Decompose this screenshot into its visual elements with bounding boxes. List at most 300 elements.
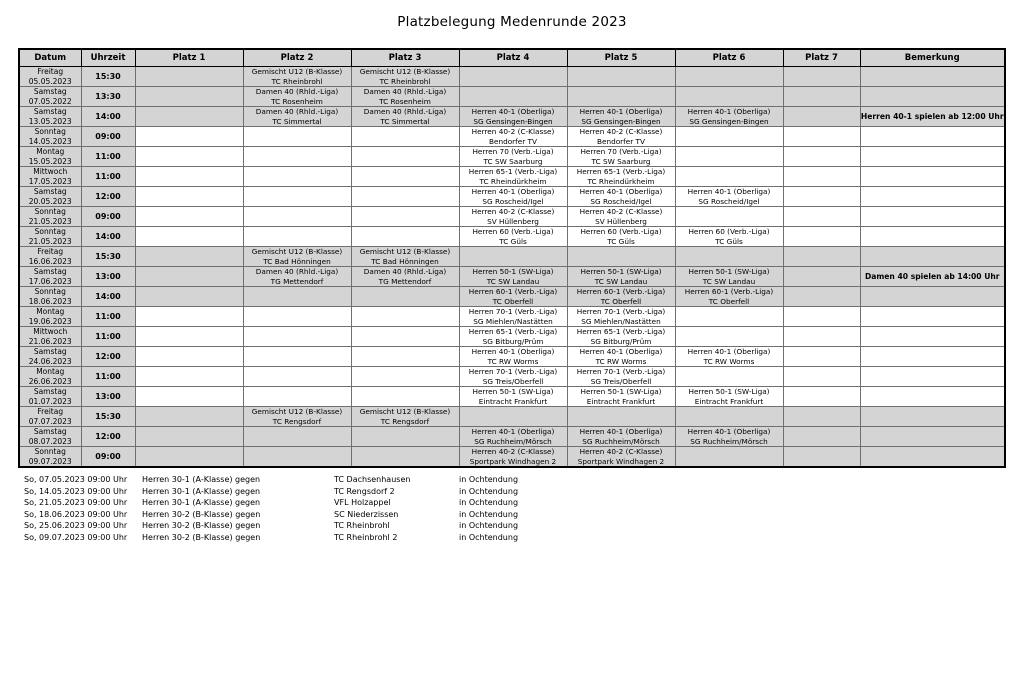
match-league: Herren 40-1 (Oberliga) — [687, 187, 771, 197]
match-opponent: SG Miehlen/Nastätten — [473, 316, 553, 326]
cell-platz-3 — [351, 267, 459, 287]
cell-platz-7 — [783, 207, 860, 227]
column-header-uhrzeit: Uhrzeit — [81, 49, 135, 67]
cell-platz-3 — [351, 327, 459, 347]
footnote-row — [24, 486, 1006, 498]
cell-platz-4 — [459, 347, 567, 367]
cell-platz-5 — [567, 67, 675, 87]
datum-weekday: Samstag — [33, 387, 67, 396]
match-league: Herren 50-1 (SW-Liga) — [688, 267, 770, 277]
cell-platz-1 — [135, 287, 243, 307]
cell-platz-5 — [567, 87, 675, 107]
match-league: Gemischt U12 (B-Klasse) — [359, 407, 451, 417]
column-header-platz-4: Platz 4 — [459, 49, 567, 67]
cell-uhrzeit: 12:00 — [81, 187, 135, 207]
cell-platz-5 — [567, 227, 675, 247]
datum-date: 17.05.2023 — [28, 176, 72, 186]
match-league: Herren 40-2 (C-Klasse) — [579, 127, 663, 137]
match-opponent: Bendorfer TV — [488, 136, 538, 146]
cell-datum — [19, 107, 81, 127]
match-opponent: TC RW Worms — [487, 356, 539, 366]
table-row — [19, 107, 1005, 127]
cell-platz-1 — [135, 247, 243, 267]
cell-platz-3 — [351, 367, 459, 387]
footnote-datetime: So, 21.05.2023 09:00 Uhr — [24, 498, 128, 507]
match-opponent: TC Rheindürkheim — [587, 176, 655, 186]
schedule-table-container — [18, 48, 1006, 468]
cell-platz-6 — [675, 407, 783, 427]
match-opponent: TC SW Landau — [594, 276, 648, 286]
cell-platz-3 — [351, 187, 459, 207]
match-opponent: TC RW Worms — [703, 356, 755, 366]
match-opponent: TC Oberfell — [600, 296, 642, 306]
cell-datum — [19, 147, 81, 167]
match-opponent: SG Gensingen-Bingen — [689, 116, 769, 126]
cell-platz-3 — [351, 387, 459, 407]
cell-platz-1 — [135, 107, 243, 127]
datum-date: 05.05.2023 — [28, 76, 72, 86]
cell-platz-5 — [567, 447, 675, 468]
cell-platz-1 — [135, 347, 243, 367]
cell-platz-1 — [135, 87, 243, 107]
datum-date: 01.07.2023 — [28, 396, 72, 406]
table-row — [19, 447, 1005, 468]
cell-uhrzeit: 15:30 — [81, 67, 135, 87]
cell-platz-5 — [567, 267, 675, 287]
cell-bemerkung — [860, 287, 1005, 307]
cell-uhrzeit: 09:00 — [81, 207, 135, 227]
cell-platz-5 — [567, 327, 675, 347]
cell-datum — [19, 347, 81, 367]
column-header-platz-5: Platz 5 — [567, 49, 675, 67]
cell-bemerkung — [860, 227, 1005, 247]
match-opponent: TC SW Saarburg — [483, 156, 543, 166]
match-opponent: TC Rheinbrohl — [379, 76, 431, 86]
match-league: Herren 40-1 (Oberliga) — [471, 187, 555, 197]
cell-platz-3 — [351, 347, 459, 367]
datum-weekday: Samstag — [33, 87, 67, 96]
cell-datum — [19, 427, 81, 447]
footnote-datetime: So, 14.05.2023 09:00 Uhr — [24, 486, 128, 496]
cell-bemerkung — [860, 127, 1005, 147]
table-row — [19, 87, 1005, 107]
datum-date: 08.07.2023 — [28, 436, 72, 446]
cell-datum — [19, 267, 81, 287]
footnote-location: in Ochtendung — [459, 498, 519, 507]
match-league: Gemischt U12 (B-Klasse) — [251, 247, 343, 257]
cell-platz-2 — [243, 267, 351, 287]
cell-platz-3 — [351, 427, 459, 447]
datum-date: 20.05.2023 — [28, 196, 72, 206]
cell-platz-6 — [675, 307, 783, 327]
match-league: Herren 40-1 (Oberliga) — [687, 427, 771, 437]
match-opponent: SG Miehlen/Nastätten — [581, 316, 661, 326]
cell-platz-4 — [459, 407, 567, 427]
table-row — [19, 127, 1005, 147]
match-opponent: SG Treis/Oberfell — [482, 376, 544, 386]
cell-platz-1 — [135, 307, 243, 327]
cell-bemerkung — [860, 427, 1005, 447]
match-opponent: SG Roscheid/Igel — [590, 196, 652, 206]
cell-platz-2 — [243, 127, 351, 147]
cell-platz-1 — [135, 447, 243, 468]
datum-date: 09.07.2023 — [28, 456, 72, 466]
match-opponent: SG Gensingen-Bingen — [473, 116, 553, 126]
cell-platz-3 — [351, 67, 459, 87]
cell-platz-2 — [243, 67, 351, 87]
cell-uhrzeit: 13:30 — [81, 87, 135, 107]
match-opponent: Sportpark Windhagen 2 — [469, 456, 557, 466]
cell-platz-3 — [351, 147, 459, 167]
cell-platz-7 — [783, 407, 860, 427]
footnote-opponent: VFL Holzappel — [334, 498, 391, 507]
datum-weekday: Montag — [36, 367, 65, 376]
footnote-datetime: So, 18.06.2023 09:00 Uhr — [24, 509, 128, 519]
cell-platz-7 — [783, 227, 860, 247]
cell-platz-7 — [783, 447, 860, 468]
datum-date: 07.05.2022 — [28, 96, 72, 106]
table-body — [19, 67, 1005, 468]
cell-platz-3 — [351, 167, 459, 187]
cell-uhrzeit: 09:00 — [81, 127, 135, 147]
cell-platz-4 — [459, 167, 567, 187]
cell-platz-2 — [243, 227, 351, 247]
cell-platz-5 — [567, 407, 675, 427]
cell-datum — [19, 307, 81, 327]
cell-bemerkung — [860, 67, 1005, 87]
cell-platz-2 — [243, 387, 351, 407]
cell-platz-7 — [783, 347, 860, 367]
table-row — [19, 267, 1005, 287]
match-league: Herren 70-1 (Verb.-Liga) — [576, 307, 666, 317]
match-league: Herren 40-1 (Oberliga) — [471, 107, 555, 117]
table-row — [19, 207, 1005, 227]
footnote-opponent: TC Dachsenhausen — [334, 475, 411, 484]
match-league: Gemischt U12 (B-Klasse) — [359, 247, 451, 257]
table-row — [19, 247, 1005, 267]
cell-platz-1 — [135, 327, 243, 347]
match-league: Herren 65-1 (Verb.-Liga) — [468, 167, 558, 177]
cell-platz-1 — [135, 387, 243, 407]
cell-datum — [19, 87, 81, 107]
cell-platz-2 — [243, 87, 351, 107]
cell-platz-7 — [783, 147, 860, 167]
match-league: Herren 40-1 (Oberliga) — [687, 347, 771, 357]
cell-platz-5 — [567, 367, 675, 387]
cell-datum — [19, 207, 81, 227]
cell-platz-5 — [567, 207, 675, 227]
datum-date: 15.05.2023 — [28, 156, 72, 166]
match-league: Herren 40-2 (C-Klasse) — [579, 207, 663, 217]
cell-platz-6 — [675, 447, 783, 468]
footnote-location: in Ochtendung — [459, 521, 519, 530]
cell-platz-1 — [135, 367, 243, 387]
match-league: Herren 40-1 (Oberliga) — [579, 427, 663, 437]
match-opponent: SV Hüllenberg — [487, 216, 539, 226]
cell-platz-6 — [675, 247, 783, 267]
match-opponent: TC Oberfell — [492, 296, 534, 306]
footnote-opponent: TC Rheinbrohl 2 — [334, 532, 398, 542]
cell-platz-3 — [351, 307, 459, 327]
datum-weekday: Montag — [36, 147, 65, 156]
match-league: Herren 60-1 (Verb.-Liga) — [468, 287, 558, 297]
match-league: Herren 40-1 (Oberliga) — [579, 107, 663, 117]
datum-weekday: Sonntag — [34, 127, 66, 136]
column-header-platz-2: Platz 2 — [243, 49, 351, 67]
datum-weekday: Sonntag — [34, 227, 66, 236]
cell-bemerkung — [860, 247, 1005, 267]
cell-platz-7 — [783, 87, 860, 107]
datum-weekday: Samstag — [33, 427, 67, 436]
cell-platz-6 — [675, 267, 783, 287]
table-header — [19, 49, 1005, 67]
table-row — [19, 187, 1005, 207]
cell-platz-6 — [675, 427, 783, 447]
cell-bemerkung — [860, 167, 1005, 187]
datum-date: 14.05.2023 — [28, 136, 72, 146]
cell-bemerkung — [860, 407, 1005, 427]
datum-weekday: Samstag — [33, 107, 67, 116]
cell-platz-4 — [459, 267, 567, 287]
cell-platz-1 — [135, 127, 243, 147]
cell-platz-4 — [459, 287, 567, 307]
match-league: Damen 40 (Rhld.-Liga) — [363, 267, 447, 277]
table-row — [19, 227, 1005, 247]
match-opponent: TC Bad Hönningen — [263, 256, 331, 266]
match-league: Damen 40 (Rhld.-Liga) — [255, 267, 339, 277]
cell-platz-7 — [783, 247, 860, 267]
cell-platz-5 — [567, 187, 675, 207]
cell-platz-2 — [243, 347, 351, 367]
match-league: Herren 40-2 (C-Klasse) — [471, 127, 555, 137]
cell-platz-2 — [243, 187, 351, 207]
cell-platz-7 — [783, 107, 860, 127]
cell-platz-4 — [459, 207, 567, 227]
cell-datum — [19, 247, 81, 267]
cell-platz-1 — [135, 407, 243, 427]
match-opponent: SG Gensingen-Bingen — [581, 116, 661, 126]
cell-platz-6 — [675, 327, 783, 347]
match-league: Damen 40 (Rhld.-Liga) — [255, 107, 339, 117]
cell-platz-5 — [567, 167, 675, 187]
cell-platz-2 — [243, 367, 351, 387]
cell-uhrzeit: 11:00 — [81, 367, 135, 387]
cell-platz-2 — [243, 307, 351, 327]
match-league: Herren 70-1 (Verb.-Liga) — [468, 307, 558, 317]
cell-platz-2 — [243, 247, 351, 267]
cell-platz-1 — [135, 427, 243, 447]
table-row — [19, 67, 1005, 87]
match-league: Herren 40-1 (Oberliga) — [471, 427, 555, 437]
match-opponent: TC Simmertal — [380, 116, 430, 126]
datum-weekday: Samstag — [33, 267, 67, 276]
cell-platz-6 — [675, 367, 783, 387]
footnotes-list — [24, 474, 1006, 543]
cell-uhrzeit: 15:30 — [81, 247, 135, 267]
cell-platz-5 — [567, 147, 675, 167]
match-opponent: TC Rosenheim — [379, 96, 431, 106]
cell-datum — [19, 187, 81, 207]
cell-bemerkung — [860, 327, 1005, 347]
cell-platz-6 — [675, 67, 783, 87]
table-row — [19, 427, 1005, 447]
match-opponent: SG Bitburg/Prüm — [482, 336, 544, 346]
match-opponent: SG Ruchheim/Mörsch — [690, 436, 768, 446]
datum-date: 13.05.2023 — [28, 116, 72, 126]
cell-platz-7 — [783, 367, 860, 387]
match-league: Herren 60 (Verb.-Liga) — [472, 227, 554, 237]
match-opponent: SG Ruchheim/Mörsch — [582, 436, 660, 446]
match-opponent: Eintracht Frankfurt — [694, 396, 764, 406]
match-league: Herren 40-1 (Oberliga) — [687, 107, 771, 117]
match-league: Herren 40-2 (C-Klasse) — [471, 207, 555, 217]
column-header-bemerkung: Bemerkung — [860, 49, 1005, 67]
footnote-location: in Ochtendung — [459, 509, 519, 519]
cell-platz-4 — [459, 387, 567, 407]
cell-platz-4 — [459, 447, 567, 468]
footnote-team: Herren 30-2 (B-Klasse) gegen — [142, 532, 261, 542]
cell-platz-5 — [567, 347, 675, 367]
cell-platz-2 — [243, 167, 351, 187]
cell-platz-1 — [135, 187, 243, 207]
cell-platz-2 — [243, 107, 351, 127]
cell-datum — [19, 387, 81, 407]
cell-platz-1 — [135, 147, 243, 167]
cell-platz-2 — [243, 427, 351, 447]
match-opponent: TC Güls — [715, 236, 743, 246]
match-league: Herren 65-1 (Verb.-Liga) — [576, 327, 666, 337]
match-league: Herren 50-1 (SW-Liga) — [472, 267, 554, 277]
match-league: Herren 40-2 (C-Klasse) — [579, 447, 663, 457]
footnote-opponent: TC Rheinbrohl — [334, 521, 390, 530]
cell-datum — [19, 227, 81, 247]
footnote-row — [24, 509, 1006, 521]
match-league: Herren 65-1 (Verb.-Liga) — [576, 167, 666, 177]
footnote-row — [24, 474, 1006, 486]
datum-weekday: Mittwoch — [33, 167, 68, 176]
match-opponent: TC Bad Hönningen — [371, 256, 439, 266]
match-league: Herren 40-1 (Oberliga) — [471, 347, 555, 357]
datum-date: 16.06.2023 — [28, 256, 72, 266]
cell-platz-3 — [351, 227, 459, 247]
match-opponent: SV Hüllenberg — [595, 216, 647, 226]
match-league: Gemischt U12 (B-Klasse) — [251, 67, 343, 77]
cell-platz-6 — [675, 387, 783, 407]
cell-platz-6 — [675, 167, 783, 187]
match-opponent: TC Oberfell — [708, 296, 750, 306]
match-league: Herren 40-1 (Oberliga) — [579, 347, 663, 357]
cell-platz-4 — [459, 367, 567, 387]
match-opponent: SG Bitburg/Prüm — [590, 336, 652, 346]
cell-platz-7 — [783, 327, 860, 347]
datum-date: 24.06.2023 — [28, 356, 72, 366]
datum-weekday: Mittwoch — [33, 327, 68, 336]
match-opponent: TG Mettendorf — [378, 276, 432, 286]
match-league: Damen 40 (Rhld.-Liga) — [363, 107, 447, 117]
match-league: Herren 60 (Verb.-Liga) — [580, 227, 662, 237]
cell-platz-3 — [351, 247, 459, 267]
cell-platz-6 — [675, 207, 783, 227]
cell-platz-3 — [351, 287, 459, 307]
match-opponent: Sportpark Windhagen 2 — [577, 456, 665, 466]
cell-platz-1 — [135, 207, 243, 227]
footnote-datetime: So, 07.05.2023 09:00 Uhr — [24, 475, 128, 484]
cell-platz-6 — [675, 87, 783, 107]
cell-bemerkung — [860, 447, 1005, 468]
cell-platz-4 — [459, 427, 567, 447]
cell-platz-7 — [783, 267, 860, 287]
match-opponent: Eintracht Frankfurt — [478, 396, 548, 406]
datum-weekday: Samstag — [33, 187, 67, 196]
datum-weekday: Sonntag — [34, 447, 66, 456]
datum-date: 26.06.2023 — [28, 376, 72, 386]
cell-datum — [19, 327, 81, 347]
cell-platz-7 — [783, 167, 860, 187]
footnote-team: Herren 30-2 (B-Klasse) gegen — [142, 509, 261, 519]
column-header-platz-6: Platz 6 — [675, 49, 783, 67]
match-opponent: SG Roscheid/Igel — [698, 196, 760, 206]
match-league: Herren 40-2 (C-Klasse) — [471, 447, 555, 457]
column-header-platz-3: Platz 3 — [351, 49, 459, 67]
schedule-table — [18, 48, 1006, 468]
cell-platz-2 — [243, 287, 351, 307]
cell-datum — [19, 67, 81, 87]
cell-platz-6 — [675, 107, 783, 127]
cell-platz-3 — [351, 87, 459, 107]
cell-platz-6 — [675, 287, 783, 307]
datum-date: 18.06.2023 — [28, 296, 72, 306]
cell-uhrzeit: 11:00 — [81, 147, 135, 167]
cell-platz-5 — [567, 307, 675, 327]
page-title: Platzbelegung Medenrunde 2023 — [397, 14, 627, 30]
cell-bemerkung — [860, 147, 1005, 167]
cell-platz-5 — [567, 387, 675, 407]
cell-uhrzeit: 12:00 — [81, 347, 135, 367]
cell-platz-1 — [135, 67, 243, 87]
match-league: Herren 60-1 (Verb.-Liga) — [576, 287, 666, 297]
cell-bemerkung — [860, 367, 1005, 387]
cell-bemerkung — [860, 307, 1005, 327]
cell-uhrzeit: 13:00 — [81, 387, 135, 407]
cell-platz-6 — [675, 347, 783, 367]
cell-uhrzeit: 13:00 — [81, 267, 135, 287]
cell-platz-3 — [351, 127, 459, 147]
table-row — [19, 347, 1005, 367]
datum-weekday: Freitag — [37, 67, 64, 76]
cell-platz-3 — [351, 447, 459, 468]
footnote-team: Herren 30-1 (A-Klasse) gegen — [142, 486, 261, 496]
cell-platz-4 — [459, 327, 567, 347]
column-header-platz-7: Platz 7 — [783, 49, 860, 67]
table-row — [19, 287, 1005, 307]
match-league: Gemischt U12 (B-Klasse) — [359, 67, 451, 77]
match-league: Herren 50-1 (SW-Liga) — [580, 387, 662, 397]
cell-platz-7 — [783, 387, 860, 407]
footnote-opponent: TC Rengsdorf 2 — [334, 486, 395, 496]
header-row — [19, 49, 1005, 67]
datum-weekday: Montag — [36, 307, 65, 316]
cell-platz-4 — [459, 187, 567, 207]
match-league: Herren 60-1 (Verb.-Liga) — [684, 287, 774, 297]
footnote-row — [24, 497, 1006, 509]
cell-bemerkung — [860, 87, 1005, 107]
cell-platz-7 — [783, 67, 860, 87]
footnote-team: Herren 30-1 (A-Klasse) gegen — [142, 498, 261, 507]
match-opponent: SG Ruchheim/Mörsch — [474, 436, 552, 446]
footnote-opponent: SC Niederzissen — [334, 509, 399, 519]
match-league: Herren 50-1 (SW-Liga) — [580, 267, 662, 277]
match-opponent: SG Roscheid/Igel — [482, 196, 544, 206]
